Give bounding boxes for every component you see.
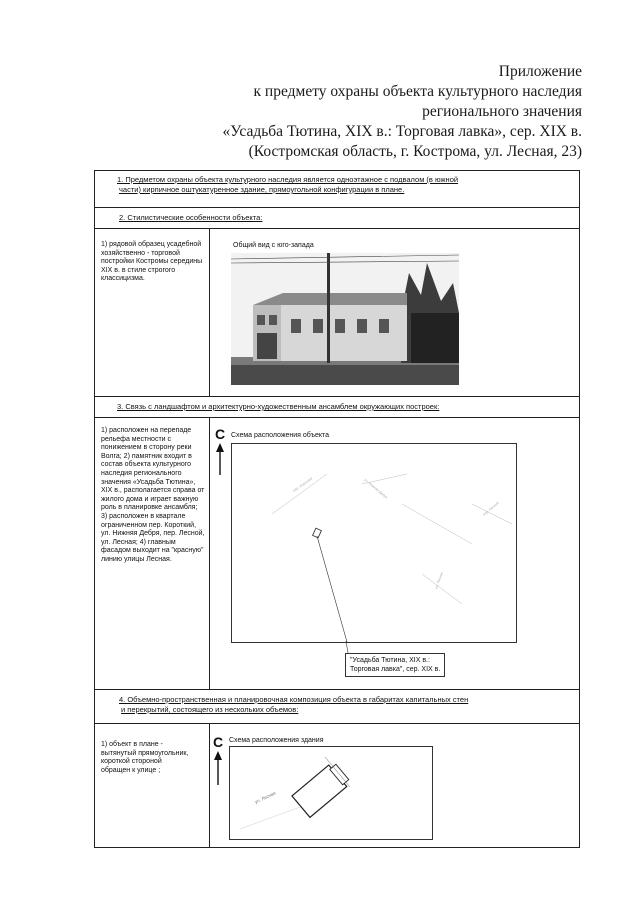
header-line-2: к предмету охраны объекта культурного наследия — [253, 83, 582, 100]
section2-left-text: 1) рядовой образец усадебной хозяйственно - торговой постройки Костромы середины XIX в. в стиле строгого классицизма. — [101, 241, 203, 283]
section2-title: 2. Стилистические особенности объекта: — [119, 213, 263, 222]
section1-line-1: 1. Предметом охраны объекта культурного наследия является одноэтажное с подвалом (в южной — [117, 175, 459, 184]
section4-title-line-1: 4. Объемно-пространственная и планировочная композиция объекта в габаритах капитальных стен — [119, 695, 469, 704]
building-map — [229, 746, 433, 840]
section4-divider — [95, 689, 579, 690]
protection-table — [94, 170, 580, 848]
street-label-lesnaya: ул. Лесная — [253, 790, 277, 805]
section2-title-divider — [95, 228, 579, 229]
section4-title — [119, 695, 579, 715]
header-line-5: (Костромская область, г. Кострома, ул. Лесная, 23) — [248, 143, 582, 160]
section3-title-divider — [95, 417, 579, 418]
north-letter-2: С — [213, 734, 224, 750]
section2-divider — [95, 207, 579, 208]
location-map-drawing — [232, 444, 516, 642]
section3-divider — [95, 396, 579, 397]
svg-text:пер. Короткий: пер. Короткий — [292, 476, 314, 493]
building-photo-drawing — [231, 253, 459, 385]
north-letter: С — [215, 426, 226, 442]
svg-text:ул. Нижняя Дебря: ул. Нижняя Дебря — [363, 477, 389, 500]
photo-caption: Общий вид с юго-запада — [233, 242, 314, 249]
callout-line-2: Торговая лавка", сер. XIX в. — [350, 666, 441, 673]
section3-column-divider — [209, 417, 210, 689]
header-line-3: регионального значения — [422, 103, 582, 120]
svg-text:пер. Лесной: пер. Лесной — [482, 501, 500, 517]
section1-line-2: части) кирпичное оштукатуренное здание, прямоугольной конфигурации в плане. — [119, 185, 405, 194]
north-arrow-icon-2 — [213, 751, 223, 785]
section4-column-divider — [209, 723, 210, 847]
section4-title-divider — [95, 723, 579, 724]
object-callout — [345, 653, 445, 677]
building-map-drawing — [230, 747, 432, 839]
section4-title-line-2: и перекрытий, состоящего из нескольких объемов: — [121, 705, 299, 714]
location-map-title: Схема расположения объекта — [231, 432, 329, 439]
document-header — [162, 62, 582, 162]
header-line-4: «Усадьба Тютина, XIX в.: Торговая лавка», сер. XIX в. — [222, 123, 582, 140]
section3-left-text: 1) расположен на перепаде рельефа местности с понижением в сторону реки Волга; 2) памятник входит в состав объекта культурного наследия регионального значения «Усадьба Тютина», XIX в., располагается справа от жилого дома и играет важную роль в планировке ансамбля; 3) расположен в квартале ограниченном пер. Короткий, ул. Нижняя Дебря, пер. Лесной, ул. Лесная; 4) главным фасадом выходит на "красную" линию улицы Лесная. — [101, 427, 205, 563]
section4-left-text: 1) объект в плане - вытянутый прямоугольник, короткой стороной обращен к улице ; — [101, 741, 189, 774]
callout-leader-line — [345, 641, 349, 653]
callout-line-1: "Усадьба Тютина, XIX в.: — [350, 657, 430, 664]
building-photo — [231, 253, 459, 385]
svg-text:ул. Лесная: ул. Лесная — [434, 571, 444, 590]
header-line-1: Приложение — [498, 63, 582, 80]
section1-text — [117, 175, 577, 195]
north-arrow-icon — [215, 443, 225, 475]
building-map-title: Схема расположения здания — [229, 737, 324, 744]
section2-column-divider — [209, 228, 210, 396]
location-map — [231, 443, 517, 643]
section3-title: 3. Связь с ландшафтом и архитектурно-художественным ансамблем окружающих построек: — [117, 402, 440, 411]
